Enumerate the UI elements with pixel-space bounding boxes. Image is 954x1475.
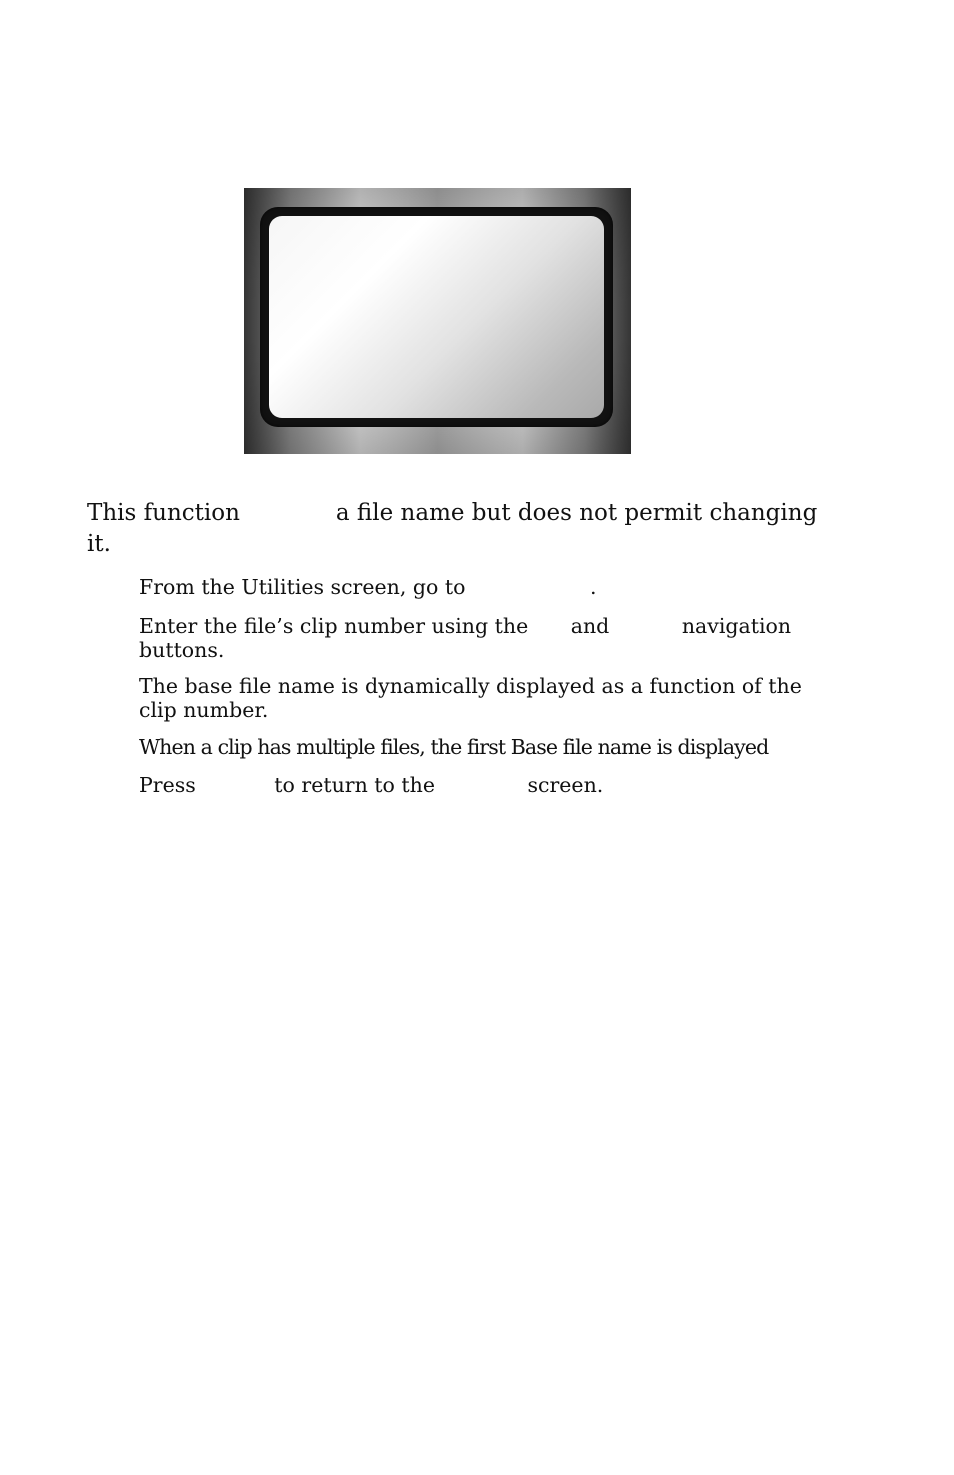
step-1: [139, 575, 829, 599]
intro-text-start: This function: [87, 500, 240, 526]
step-1-period: .: [589, 575, 597, 599]
step-5-text: Press: [139, 773, 196, 797]
step-2: [139, 614, 829, 662]
step-3: [139, 674, 829, 722]
step-4-text: When a clip has multiple files, the first Base file name is displayed: [139, 735, 769, 759]
intro-text-end: a file name but does not permit changing it.: [87, 500, 818, 557]
step-5: [139, 773, 829, 797]
step-1-text: From the Utilities screen, go to: [139, 575, 466, 599]
step-5-text-end: screen.: [527, 773, 604, 797]
lcd-display-image: [244, 188, 631, 454]
lcd-bezel: [260, 207, 613, 427]
step-2-and: and: [570, 614, 610, 638]
step-5-text-mid: to return to the: [274, 773, 435, 797]
step-4: [139, 735, 829, 759]
intro-paragraph: [87, 498, 822, 560]
lcd-screen: [269, 216, 604, 418]
step-2-text: Enter the file’s clip number using the: [139, 614, 529, 638]
step-3-text: The base file name is dynamically displayed as a function of the clip number.: [139, 674, 802, 722]
step-2-text-end: navigation buttons.: [139, 614, 792, 662]
